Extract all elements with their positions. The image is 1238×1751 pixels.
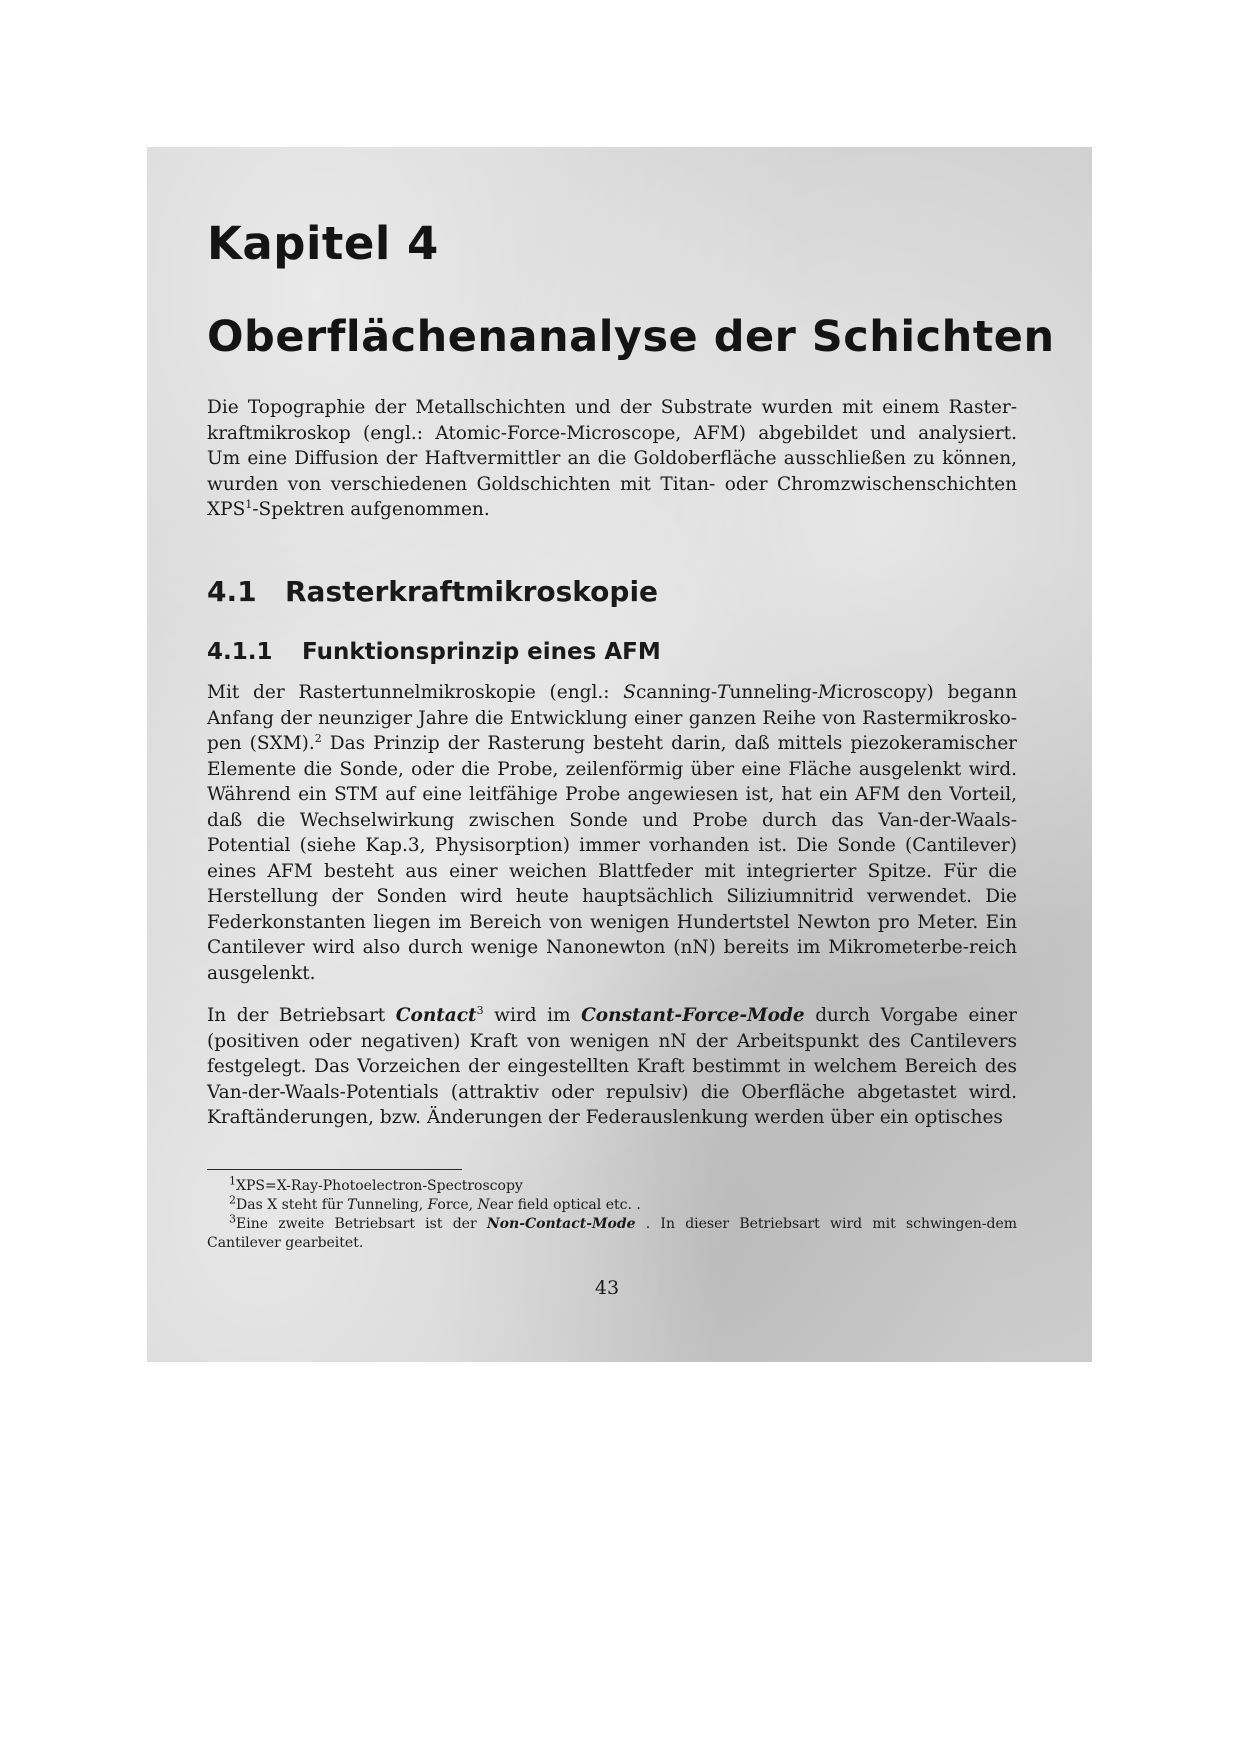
- body1-text-e: Das Prinzip der Rasterung besteht darin, daß mittels piezokeramischer Elemente die Sonde, oder die Probe, zeilenförmig über eine Fläche ausgelenkt wird. Während ein STM auf eine leitfähige Probe angewiesen ist, hat ein AFM den Vorteil, daß die Wechselwirkung zwischen Sonde und Probe durch das Van-der-Waals-Potential (siehe Kap.3, Physisorption) immer vorhanden ist. Die Sonde (Cantilever) eines AFM besteht aus einer weichen Blattfeder mit integrierter Spitze. Für die Herstellung der Sonden wird heute hauptsächlich Siliziumnitrid verwendet. Die Federkonstanten liegen im Bereich von wenigen Hundertstel Newton pro Meter. Ein Cantilever wird also durch wenige Nanonewton (nN) bereits im Mikrometerbe-reich ausgelenkt.: [207, 733, 1017, 984]
- footnote-3-text-a: Eine zweite Betriebsart ist der: [236, 1216, 487, 1232]
- body1-em-s: S: [623, 682, 636, 703]
- footnote-divider: [207, 1169, 462, 1170]
- footnote-2-text-c: orce,: [437, 1197, 478, 1213]
- footnote-2-text-d: ear field optical etc. .: [489, 1197, 641, 1213]
- section-title: Rasterkraftmikroskopie: [285, 575, 659, 608]
- footnote-ref-3: 3: [476, 1003, 484, 1017]
- section-number: 4.1: [207, 575, 257, 608]
- footnote-ref-1: 1: [245, 497, 253, 511]
- body1-text-d: icroscopy) begann Anfang der neunziger Jahre die Entwicklung einer ganzen Reihe von Rastermikrosko-pen (SXM).: [207, 682, 1017, 754]
- chapter-title: Oberflächenanalyse der Schichten: [207, 312, 1055, 362]
- footnote-1-mark: 1: [229, 1174, 236, 1188]
- term-non-contact-mode: Non-Contact-Mode: [486, 1216, 636, 1232]
- body1-text-c: unneling-: [729, 682, 819, 703]
- body1-text-b: canning-: [635, 682, 718, 703]
- footnote-2-mark: 2: [229, 1193, 236, 1207]
- chapter-label: Kapitel 4: [207, 217, 439, 270]
- footnote-2-text-b: unneling,: [356, 1197, 428, 1213]
- term-contact: Contact: [395, 1005, 477, 1026]
- body2-text-b: wird im: [483, 1005, 582, 1026]
- body2-text-a: In der Betriebsart: [207, 1005, 396, 1026]
- footnotes: [207, 1174, 1018, 1253]
- body1-em-t: T: [717, 682, 730, 703]
- subsection-heading: [207, 639, 661, 665]
- body1-em-m: M: [818, 682, 837, 703]
- footnote-2-em-n: N: [477, 1197, 490, 1213]
- footnote-2: [207, 1193, 1017, 1215]
- intro-text-end: -Spektren aufgenommen.: [252, 499, 490, 520]
- footnote-3: [207, 1212, 1018, 1253]
- footnote-3-text-b: . In dieser Betriebsart wird mit schwingen-dem Cantilever gearbeitet.: [207, 1216, 1018, 1251]
- footnote-2-em-t: T: [347, 1197, 357, 1213]
- footnote-ref-2: 2: [314, 731, 322, 745]
- footnote-1-text: XPS=X-Ray-Photoelectron-Spectroscopy: [236, 1178, 523, 1194]
- subsection-title: Funktionsprinzip eines AFM: [302, 639, 661, 665]
- body-paragraph-1: [207, 680, 1017, 986]
- footnote-3-mark: 3: [229, 1212, 236, 1226]
- section-heading: [207, 575, 658, 608]
- footnote-2-em-f: F: [427, 1197, 438, 1213]
- scanned-page: [147, 147, 1092, 1362]
- intro-text: Die Topographie der Metallschichten und der Substrate wurden mit einem Raster-kraftmikroskop (engl.: Atomic-Force-Microscope, AFM) abgebildet und analysiert. Um eine Diffusion der Haftvermittler an die Goldoberfläche ausschließen zu können, wurden von verschiedenen Goldschichten mit Titan- oder Chromzwischenschichten XPS: [207, 397, 1017, 520]
- page-number: 43: [594, 1277, 620, 1299]
- footnote-1: [207, 1174, 1017, 1196]
- footnote-2-text-a: Das X steht für: [236, 1197, 348, 1213]
- body1-text-a: Mit der Rastertunnelmikroskopie (engl.:: [207, 682, 624, 703]
- body-paragraph-2: [207, 1003, 1017, 1131]
- body2-text-c: durch Vorgabe einer (positiven oder negativen) Kraft von wenigen nN der Arbeitspunkt des Cantilevers festgelegt. Das Vorzeichen der eingestellten Kraft bestimmt in welchem Bereich des Van-der-Waals-Potentials (attraktiv oder repulsiv) die Oberfläche abgetastet wird. Kraftänderungen, bzw. Änderungen der Federauslenkung werden über ein optisches: [207, 1005, 1017, 1128]
- intro-paragraph: [207, 395, 1017, 523]
- subsection-number: 4.1.1: [207, 639, 273, 665]
- term-constant-force-mode: Constant-Force-Mode: [581, 1005, 805, 1026]
